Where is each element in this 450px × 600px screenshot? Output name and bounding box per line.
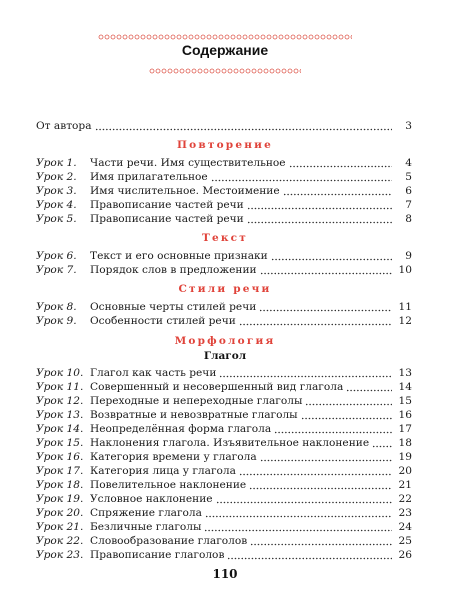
dot-leader xyxy=(239,314,392,328)
dot-leader xyxy=(301,408,392,422)
toc-entry-title: Глагол как часть речи xyxy=(90,367,217,379)
dot-leader xyxy=(260,263,392,277)
toc-entry[interactable] xyxy=(36,314,412,328)
toc-entry[interactable] xyxy=(36,366,412,380)
dot-leader xyxy=(259,300,392,314)
toc-entry-page: 5 xyxy=(405,171,412,183)
toc-entry[interactable] xyxy=(36,380,412,394)
dot-leader xyxy=(227,548,392,562)
dot-leader xyxy=(95,119,392,133)
dot-leader xyxy=(247,212,392,226)
toc-entry-page: 26 xyxy=(398,549,412,561)
toc-entry-page: 22 xyxy=(398,493,412,505)
toc-entry-title: Категория времени у глагола xyxy=(90,451,257,463)
toc-entry-page: 7 xyxy=(405,199,412,211)
dot-leader xyxy=(205,506,392,520)
toc-entry-title: Категория лица у глагола xyxy=(90,465,236,477)
toc-entry-title: Наклонения глагола. Изъявительное наклонение xyxy=(90,437,370,449)
toc-lesson-number: Урок 5. xyxy=(36,213,77,225)
section-heading-morphology: Морфология xyxy=(174,335,276,347)
toc-lesson-number: Урок 3. xyxy=(36,185,77,197)
toc-entry-title: Части речи. Имя существительное xyxy=(90,157,286,169)
toc-entry[interactable] xyxy=(36,450,412,464)
toc-lesson-number: Урок 1. xyxy=(36,157,77,169)
toc-entry-title: Спряжение глагола xyxy=(90,507,202,519)
toc-entry-page: 14 xyxy=(398,381,412,393)
toc-entry-title: Правописание глаголов xyxy=(90,549,225,561)
toc-entry-title: Возвратные и невозвратные глаголы xyxy=(90,409,298,421)
toc-entry-page: 8 xyxy=(405,213,412,225)
toc-lesson-number: Урок 9. xyxy=(36,315,77,327)
toc-lesson-number: Урок 22. xyxy=(36,535,84,547)
toc-entry-page: 15 xyxy=(398,395,412,407)
toc-entry-page: 12 xyxy=(398,315,412,327)
toc-entry-page: 6 xyxy=(405,185,412,197)
section-heading-styles: Стили речи xyxy=(178,283,272,295)
dot-leader xyxy=(260,450,392,464)
toc-entry-title: Совершенный и несовершенный вид глагола xyxy=(90,381,344,393)
toc-entry-title: Основные черты стилей речи xyxy=(90,301,257,313)
toc-entry[interactable] xyxy=(36,300,412,314)
toc-entry-title: Имя числительное. Местоимение xyxy=(90,185,280,197)
dot-leader xyxy=(219,366,392,380)
toc-entry-page: 23 xyxy=(398,507,412,519)
toc-lesson-number: Урок 19. xyxy=(36,493,84,505)
toc-entry-page: 11 xyxy=(398,301,412,313)
toc-lesson-number: Урок 4. xyxy=(36,199,77,211)
toc-lesson-number: Урок 17. xyxy=(36,465,84,477)
toc-entry-title: Правописание частей речи xyxy=(90,213,244,225)
toc-entry[interactable] xyxy=(36,422,412,436)
toc-entry-title: Неопределённая форма глагола xyxy=(90,423,272,435)
toc-entry-page: 25 xyxy=(398,535,412,547)
toc-entry[interactable] xyxy=(36,184,412,198)
toc-entry-page: 3 xyxy=(405,120,412,132)
section-heading-review: Повторение xyxy=(177,139,273,151)
toc-entry[interactable] xyxy=(36,263,412,277)
toc-entry-page: 21 xyxy=(398,479,412,491)
toc-lesson-number: Урок 8. xyxy=(36,301,77,313)
toc-entry[interactable] xyxy=(36,198,412,212)
dot-leader xyxy=(216,492,392,506)
toc-entry[interactable] xyxy=(36,548,412,562)
toc-lesson-number: Урок 16. xyxy=(36,451,84,463)
page-number: 110 xyxy=(212,567,238,581)
toc-lesson-number: Урок 12. xyxy=(36,395,84,407)
toc-entry[interactable] xyxy=(36,408,412,422)
toc-entry-title: Особенности стилей речи xyxy=(90,315,236,327)
toc-lesson-number: Урок 2. xyxy=(36,171,77,183)
toc-entry-page: 10 xyxy=(398,264,412,276)
toc-entry-title: Текст и его основные признаки xyxy=(90,250,268,262)
dot-leader xyxy=(289,156,392,170)
toc-entry-title: Условное наклонение xyxy=(90,493,213,505)
dot-leader xyxy=(346,380,392,394)
toc-lesson-number: Урок 6. xyxy=(36,250,77,262)
toc-lesson-number: Урок 7. xyxy=(36,264,77,276)
toc-entry-title: Порядок слов в предложении xyxy=(90,264,257,276)
toc-entry[interactable] xyxy=(36,436,412,450)
toc-lesson-number: Урок 21. xyxy=(36,521,84,533)
ornament-top xyxy=(98,34,352,40)
dot-leader xyxy=(247,198,392,212)
toc-entry[interactable] xyxy=(36,156,412,170)
dot-leader xyxy=(249,478,392,492)
dot-leader xyxy=(372,436,392,450)
toc-entry-page: 24 xyxy=(398,521,412,533)
toc-entry-title: От автора xyxy=(36,120,92,132)
toc-entry-title: Правописание частей речи xyxy=(90,199,244,211)
toc-entry-page: 19 xyxy=(398,451,412,463)
toc-entry-page: 16 xyxy=(398,409,412,421)
toc-entry-title: Имя прилагательное xyxy=(90,171,208,183)
subsection-heading-verb: Глагол xyxy=(203,350,247,362)
toc-entry-title: Повелительное наклонение xyxy=(90,479,247,491)
dot-leader xyxy=(305,394,392,408)
page-title: Содержание xyxy=(181,42,269,58)
section-heading-text: Текст xyxy=(202,232,248,244)
toc-lesson-number: Урок 11. xyxy=(36,381,84,393)
toc-entry-page: 18 xyxy=(398,437,412,449)
dot-leader xyxy=(250,534,392,548)
ornament-under-title xyxy=(149,68,301,74)
toc-entry[interactable] xyxy=(36,534,412,548)
toc-entry-title: Безличные глаголы xyxy=(90,521,202,533)
toc-lesson-number: Урок 15. xyxy=(36,437,84,449)
dot-leader xyxy=(239,464,392,478)
toc-entry[interactable] xyxy=(36,492,412,506)
toc-lesson-number: Урок 14. xyxy=(36,423,84,435)
toc-entry-page: 17 xyxy=(398,423,412,435)
toc-entry-page: 13 xyxy=(398,367,412,379)
toc-entry[interactable] xyxy=(36,506,412,520)
toc-entry[interactable] xyxy=(36,520,412,534)
toc-entry[interactable] xyxy=(36,170,412,184)
dot-leader xyxy=(274,422,392,436)
toc-entry-intro[interactable] xyxy=(36,119,412,133)
toc-entry[interactable] xyxy=(36,394,412,408)
toc-lesson-number: Урок 20. xyxy=(36,507,84,519)
toc-entry[interactable] xyxy=(36,212,412,226)
toc-lesson-number: Урок 23. xyxy=(36,549,84,561)
toc-entry-title: Словообразование глаголов xyxy=(90,535,248,547)
toc-entry-page: 9 xyxy=(405,250,412,262)
dot-leader xyxy=(283,184,392,198)
toc-entry[interactable] xyxy=(36,478,412,492)
toc-lesson-number: Урок 18. xyxy=(36,479,84,491)
dot-leader xyxy=(271,249,392,263)
toc-lesson-number: Урок 13. xyxy=(36,409,84,421)
dot-leader xyxy=(204,520,392,534)
toc-entry-page: 20 xyxy=(398,465,412,477)
toc-entry[interactable] xyxy=(36,249,412,263)
toc-entry-page: 4 xyxy=(405,157,412,169)
toc-lesson-number: Урок 10. xyxy=(36,367,84,379)
toc-entry[interactable] xyxy=(36,464,412,478)
dot-leader xyxy=(211,170,392,184)
toc-entry-title: Переходные и непереходные глаголы xyxy=(90,395,303,407)
